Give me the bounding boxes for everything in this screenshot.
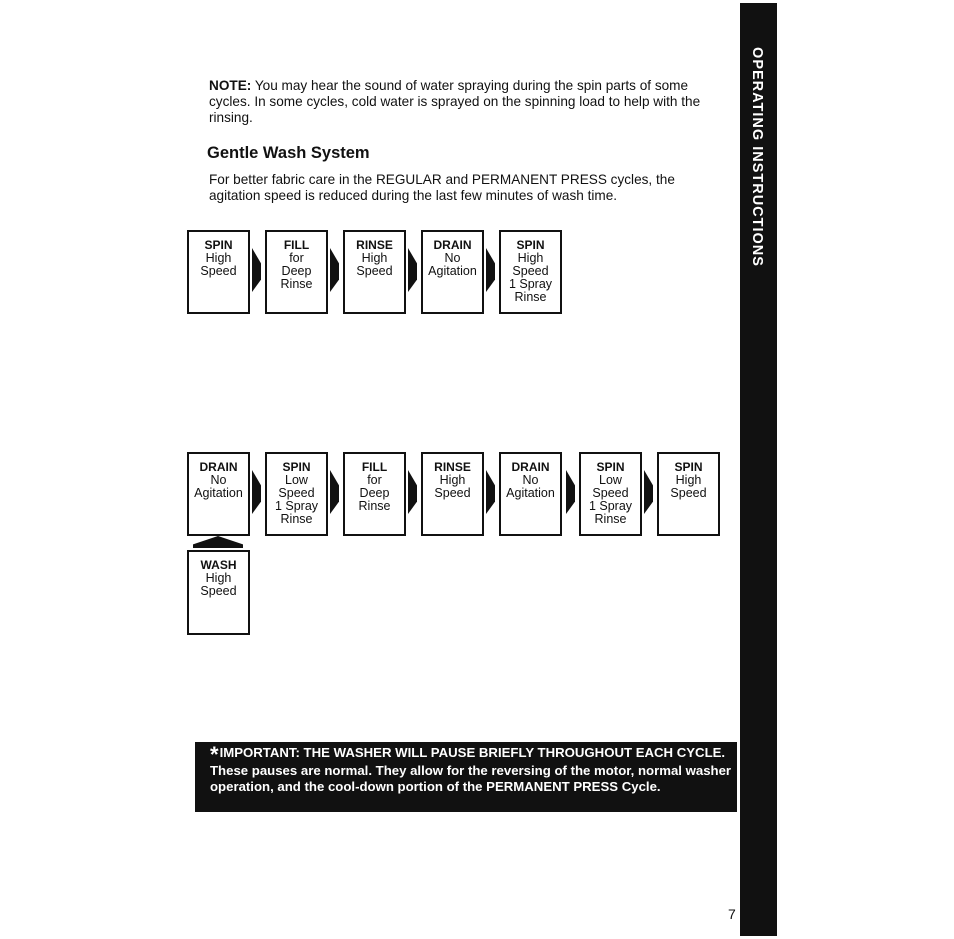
cycle-step-box <box>265 452 328 536</box>
note-text: You may hear the sound of water spraying during the spin parts of some cycles. In some cycles, cold water is sprayed on the spinning load to help with the rinsing. <box>209 78 701 125</box>
step-line: 1 Spray <box>274 499 319 513</box>
step-line: 1 Spray <box>588 499 633 513</box>
step-title: DRAIN <box>433 238 472 252</box>
step-title: SPIN <box>596 460 625 474</box>
step-line: Speed <box>200 584 237 598</box>
cycle-step-box <box>265 230 328 314</box>
wash-step-box <box>187 550 250 635</box>
cycle-step-box <box>579 452 642 536</box>
cycle-step-box <box>343 230 406 314</box>
step-line: No <box>522 473 539 487</box>
step-line: Agitation <box>194 486 243 500</box>
step-line: Speed <box>200 264 237 278</box>
step-line: Rinse <box>594 512 627 526</box>
step-title: WASH <box>200 558 237 572</box>
step-line: Speed <box>592 486 629 500</box>
side-tab-label: OPERATING INSTRUCTIONS <box>749 47 765 267</box>
note-label: NOTE: <box>209 78 252 93</box>
cycle-step-box <box>421 452 484 536</box>
step-title: SPIN <box>516 238 545 252</box>
cycle-step-box <box>343 452 406 536</box>
step-line: Speed <box>670 486 707 500</box>
step-line: Low <box>285 473 308 487</box>
flow-arrow-icon <box>566 470 575 514</box>
step-line: for <box>289 251 304 265</box>
flow-arrow-icon <box>330 470 339 514</box>
step-title: DRAIN <box>511 460 550 474</box>
step-line: No <box>444 251 461 265</box>
step-line: Speed <box>434 486 471 500</box>
step-line: High <box>205 251 232 265</box>
note-paragraph <box>209 78 733 126</box>
step-line: Agitation <box>428 264 477 278</box>
step-title: RINSE <box>356 238 393 252</box>
flow-arrow-icon <box>252 248 261 292</box>
step-title: SPIN <box>204 238 233 252</box>
cycle-step-box <box>657 452 720 536</box>
asterisk: * <box>210 742 219 767</box>
step-title: FILL <box>283 238 310 252</box>
step-line: High <box>205 571 232 585</box>
step-line: High <box>517 251 544 265</box>
cycle-step-box <box>499 452 562 536</box>
important-text: These pauses are normal. They allow for the reversing of the motor, normal washer operation, and the cool-down portion of the PERMANENT PRESS Cycle. <box>210 763 732 794</box>
step-line: High <box>361 251 388 265</box>
cycle-step-box <box>421 230 484 314</box>
step-line: Rinse <box>514 290 547 304</box>
flow-arrow-icon <box>486 470 495 514</box>
step-line: Agitation <box>506 486 555 500</box>
step-line: Speed <box>278 486 315 500</box>
step-line: Low <box>599 473 622 487</box>
flow-arrow-icon <box>330 248 339 292</box>
flow-arrow-icon <box>408 470 417 514</box>
section-body: For better fabric care in the REGULAR and PERMANENT PRESS cycles, the agitation speed is reduced during the last few minutes of wash time. <box>209 172 675 203</box>
step-line: Rinse <box>280 277 313 291</box>
important-heading: IMPORTANT: THE WASHER WILL PAUSE BRIEFLY THROUGHOUT EACH CYCLE. <box>219 745 726 760</box>
cycle-step-box <box>187 452 250 536</box>
important-notice <box>195 742 737 812</box>
cycle-step-box <box>187 230 250 314</box>
up-arrow-icon <box>193 536 243 548</box>
flow-arrow-icon <box>408 248 417 292</box>
step-title: SPIN <box>282 460 311 474</box>
step-title: SPIN <box>674 460 703 474</box>
page-number: 7 <box>728 906 736 922</box>
step-title: RINSE <box>434 460 471 474</box>
step-line: Rinse <box>358 499 391 513</box>
step-line: Speed <box>512 264 549 278</box>
step-line: High <box>675 473 702 487</box>
step-line: for <box>367 473 382 487</box>
cycle-step-box <box>499 230 562 314</box>
flow-arrow-icon <box>644 470 653 514</box>
step-line: Deep <box>281 264 312 278</box>
step-line: Deep <box>359 486 390 500</box>
step-line: Rinse <box>280 512 313 526</box>
step-title: FILL <box>361 460 388 474</box>
flow-arrow-icon <box>486 248 495 292</box>
step-line: Speed <box>356 264 393 278</box>
step-line: 1 Spray <box>508 277 553 291</box>
flow-arrow-icon <box>252 470 261 514</box>
step-line: High <box>439 473 466 487</box>
section-title: Gentle Wash System <box>207 144 370 162</box>
step-title: DRAIN <box>199 460 238 474</box>
step-line: No <box>210 473 227 487</box>
